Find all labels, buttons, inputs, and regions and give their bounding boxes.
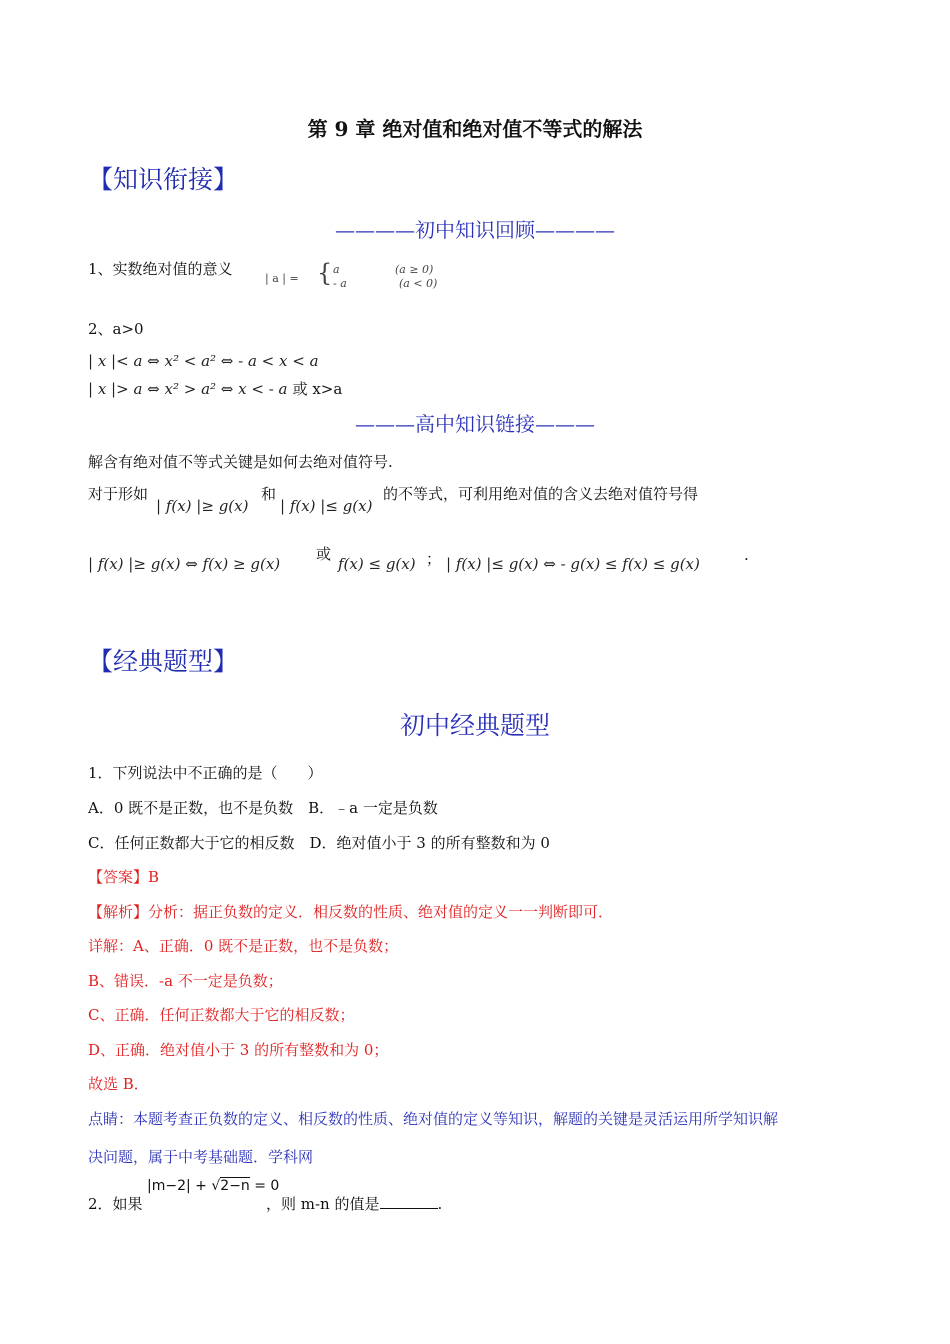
- formula-equals-zero: = 0: [254, 1178, 280, 1194]
- question-2-end: .: [437, 1195, 443, 1213]
- question-1-detail-d: D、正确．绝对值小于 3 的所有整数和为 0；: [88, 1041, 389, 1059]
- abs-row1-condition: (a ≥ 0): [395, 263, 434, 276]
- sqrt-icon: √: [211, 1178, 221, 1194]
- question-1-detail-a: 详解：A、正确．0 既不是正数，也不是负数；: [88, 937, 399, 955]
- question-1-options-ab: A．0 既不是正数，也不是负数 B．﹣a 一定是负数: [88, 799, 438, 817]
- question-1-detail-c: C、正确．任何正数都大于它的相反数；: [88, 1006, 355, 1024]
- formula-abs-le: | f(x) |≤ g(x): [280, 497, 373, 515]
- formula-le-branch: f(x) ≤ g(x): [338, 555, 416, 573]
- question-1-detail-b: B、错误．-a 不一定是负数；: [88, 972, 283, 990]
- senior-text-1: 解含有绝对值不等式关键是如何去绝对值符号.: [88, 453, 393, 471]
- senior-text-2-and: 和: [261, 485, 277, 503]
- question-1-options-cd: C．任何正数都大于它的相反数 D．绝对值小于 3 的所有整数和为 0: [88, 834, 550, 852]
- senior-text-2-prefix: 对于形如: [88, 485, 149, 503]
- formula-dot: .: [744, 546, 749, 564]
- section-heading-classic: 【经典题型】: [88, 647, 239, 676]
- inequality-greater-math: | x |> a ⇔ x² > a² ⇔ x < - a: [88, 380, 288, 398]
- senior-text-2-suffix: 的不等式，可利用绝对值的含义去绝对值符号得: [383, 485, 699, 503]
- abs-lhs: | a | =: [265, 272, 299, 285]
- abs-row2-condition: (a < 0): [399, 277, 438, 290]
- subheading-junior-classic: 初中经典题型: [399, 711, 550, 740]
- formula-abs-m-minus-2: |m−2|: [147, 1178, 191, 1194]
- question-2-suffix-text: ，则 m-n 的值是: [266, 1195, 380, 1213]
- question-1-answer: 【答案】B: [88, 868, 160, 886]
- formula-semicolon: ；: [426, 550, 442, 568]
- formula-or: 或: [316, 545, 332, 563]
- brace-icon: {: [317, 259, 333, 287]
- knowledge-1-label: 1、实数绝对值的意义: [88, 260, 233, 278]
- formula-abs-ge: | f(x) |≥ g(x): [156, 497, 249, 515]
- knowledge-2-label: 2、a>0: [88, 320, 144, 338]
- inequality-greater-than: [88, 378, 342, 399]
- chapter-title: 第 9 章 绝对值和绝对值不等式的解法: [307, 117, 643, 141]
- equivalence-formula-line: [88, 543, 768, 579]
- question-1-comment-line2: 决问题，属于中考基础题．学科网: [88, 1148, 314, 1166]
- answer-blank[interactable]: [380, 1195, 438, 1209]
- question-2-formula: [147, 1178, 279, 1194]
- subheading-senior-link: ———高中知识链接———: [355, 412, 595, 436]
- question-1-choice: 故选 B．: [88, 1075, 149, 1093]
- formula-ge-equivalence: | f(x) |≥ g(x) ⇔ f(x) ≥ g(x): [88, 555, 281, 573]
- question-1-stem: 1．下列说法中不正确的是（ ）: [88, 764, 323, 782]
- question-1-comment-line1: 点睛：本题考查正负数的定义、相反数的性质、绝对值的定义等知识，解题的关键是灵活运用所学知识解: [88, 1110, 779, 1128]
- subheading-junior-review: ————初中知识回顾————: [335, 218, 615, 242]
- formula-plus: +: [195, 1178, 207, 1194]
- question-2: [88, 1178, 488, 1218]
- abs-row2-value: - a: [333, 277, 347, 290]
- inequality-less-than: | x |< a ⇔ x² < a² ⇔ - a < x < a: [88, 352, 319, 370]
- abs-row1-value: a: [333, 263, 340, 276]
- formula-radicand: 2−n: [220, 1178, 250, 1194]
- inequality-greater-tail: 或 x>a: [292, 380, 343, 398]
- question-2-prefix: 2．如果: [88, 1195, 143, 1213]
- question-2-suffix: [266, 1193, 442, 1214]
- formula-le-equivalence: | f(x) |≤ g(x) ⇔ - g(x) ≤ f(x) ≤ g(x): [446, 555, 700, 573]
- section-heading-knowledge: 【知识衔接】: [88, 165, 239, 194]
- question-1-analysis: 【解析】分析：据正负数的定义．相反数的性质、绝对值的定义一一判断即可．: [88, 903, 614, 921]
